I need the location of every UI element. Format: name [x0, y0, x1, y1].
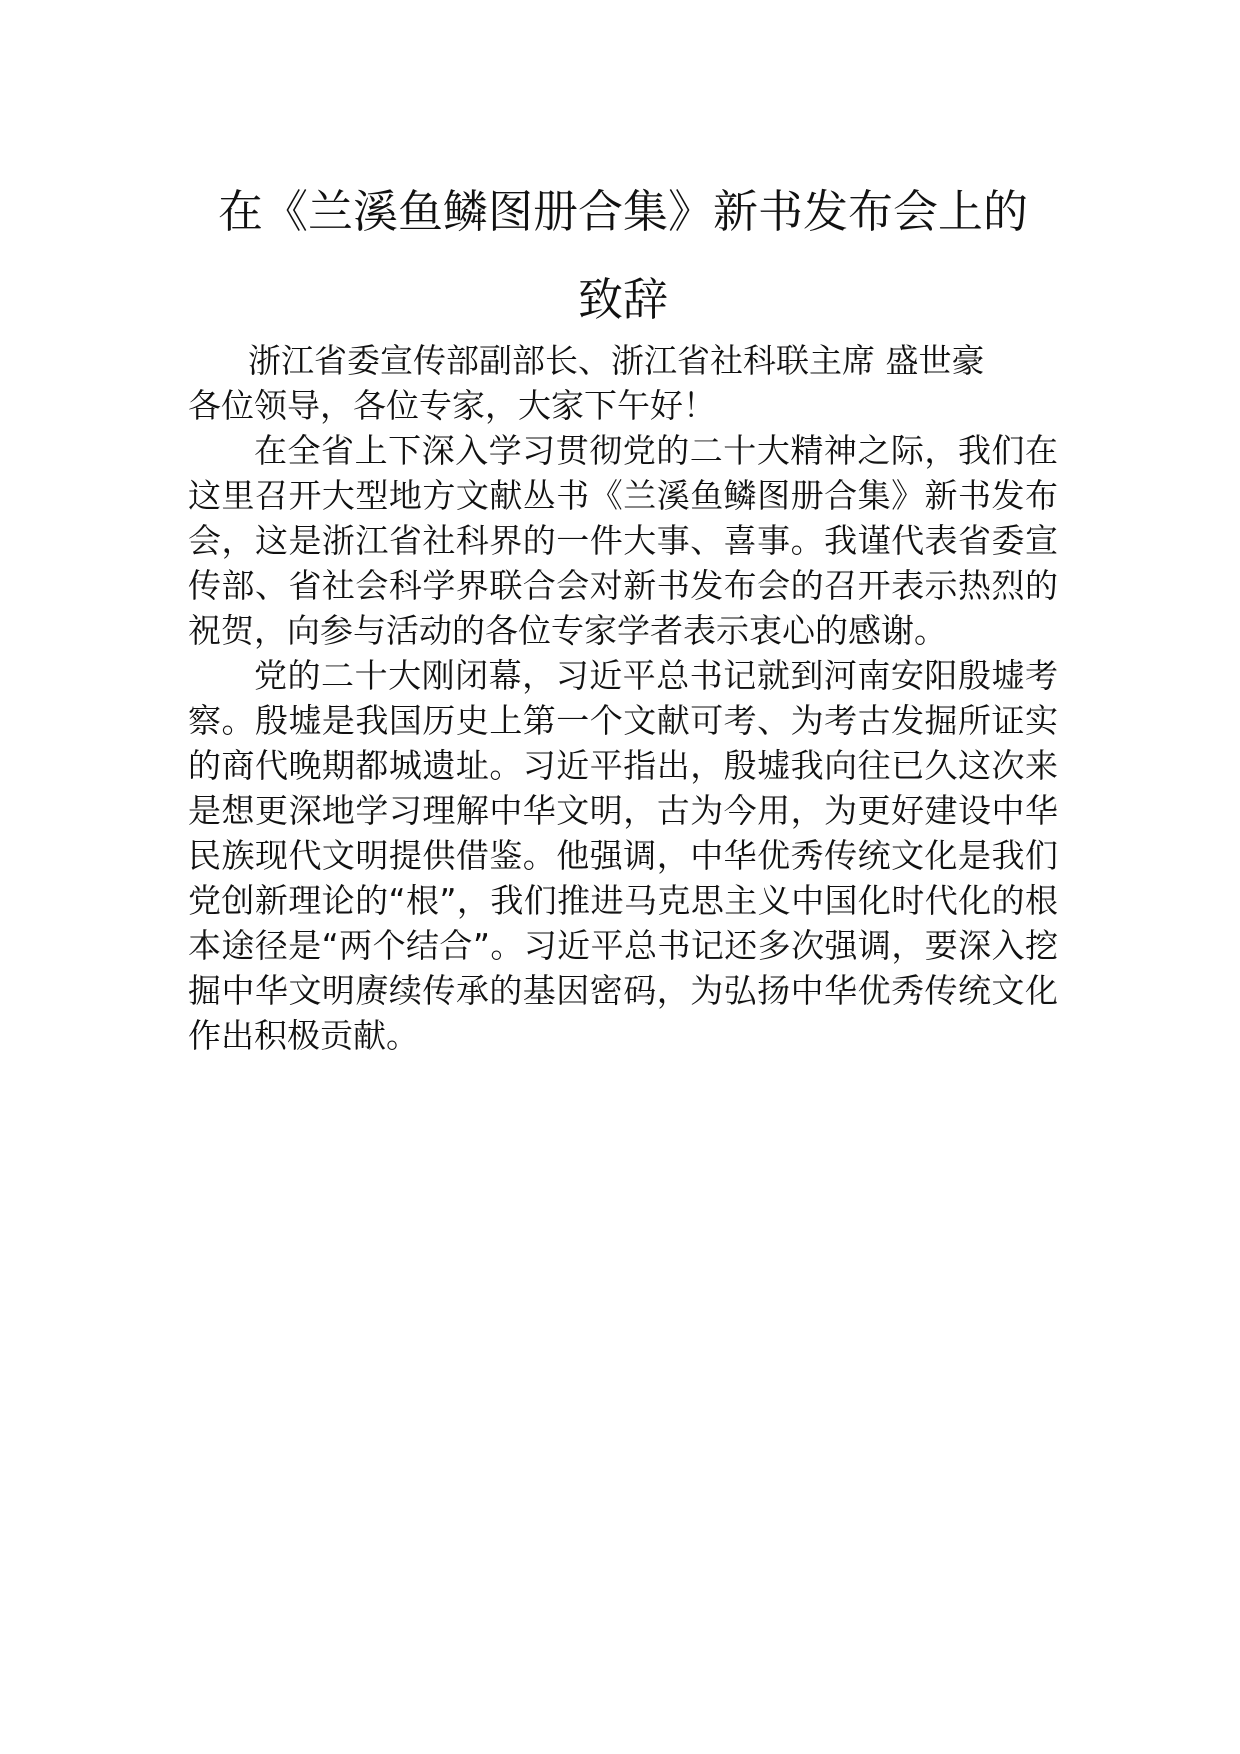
greeting: 各位领导，各位专家，大家下午好！: [188, 386, 716, 425]
title-line-2: 致辞: [577, 273, 668, 326]
title-line-1: 在《兰溪鱼鳞图册合集》新书发布会上的: [217, 185, 1028, 238]
paragraph-2: 党的二十大刚闭幕，习近平总书记就到河南安阳殷墟考察。殷墟是我国历史上第一个文献可考、为考古发掘所证实的商代晚期都城遗址。习近平指出，殷墟我向往已久这次来是想更深地学习理解中华文明，古为今用，为更好建设中华民族现代文明提供借鉴。他强调，中华优秀传统文化是我们党创新理论的“根”，我们推进马克思主义中国化时代化的根本途径是“两个结合”。习近平总书记还多次强调，要深入挖掘中华文明赓续传承的基因密码，为弘扬中华优秀传统文化作出积极贡献。: [188, 656, 1058, 1055]
document-title: [188, 168, 1058, 344]
paragraph-1: 在全省上下深入学习贯彻党的二十大精神之际，我们在这里召开大型地方文献丛书《兰溪鱼鳞图册合集》新书发布会，这是浙江省社科界的一件大事、喜事。我谨代表省委宣传部、省社会科学界联合会对新书发布会的召开表示热烈的祝贺，向参与活动的各位专家学者表示衷心的感谢。: [188, 431, 1058, 650]
author-line: 浙江省委宣传部副部长、浙江省社科联主席 盛世豪: [248, 341, 985, 380]
document-body: [188, 338, 1058, 1058]
